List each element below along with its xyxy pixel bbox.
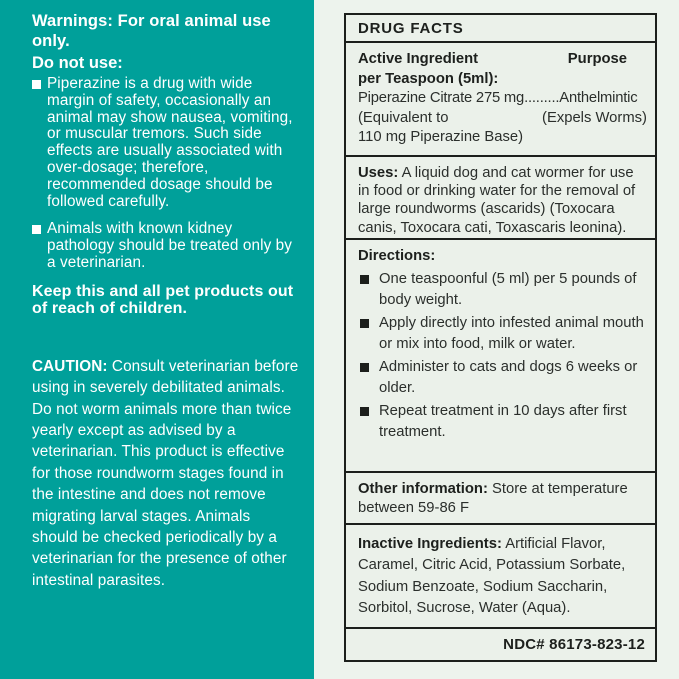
square-bullet-icon (32, 80, 41, 89)
other-information-section (346, 473, 655, 525)
square-bullet-icon (360, 319, 369, 328)
direction-item-text: Apply directly into infested animal mouth or mix into food, milk or water. (379, 315, 644, 352)
expels-worms-text: (Expels Worms) (542, 109, 647, 126)
ndc-number: NDC# 86173-823-12 (503, 636, 645, 653)
warning-bullet-text: Piperazine is a drug with wide margin of safety, occasionally an animal may show nausea, vomiting, or muscular tremors. Such side effects are usually associated with over-dosage; therefore, recommended dosage should be followed carefully. (47, 75, 293, 210)
do-not-use-heading: Do not use: (32, 54, 123, 72)
directions-label: Directions: (358, 248, 436, 264)
active-ingredient-heading-line2: per Teaspoon (5ml): (358, 70, 499, 87)
direction-item-administer (358, 357, 647, 399)
uses-text: A liquid dog and cat wormer for use in food or drinking water for the removal of large roundworms (ascarids) (Toxocara canis, Toxocara cati, Toxascaris leonina). (358, 165, 636, 236)
square-bullet-icon (360, 407, 369, 416)
inactive-ingredients-section (346, 525, 655, 629)
active-ingredient-heading-row (358, 50, 647, 89)
direction-item-text: Repeat treatment in 10 days after first treatment. (379, 403, 627, 440)
active-ingredient-value: Piperazine Citrate 275 mg.........Anthelmintic (358, 90, 638, 106)
warnings-heading: Warnings: For oral animal use only. (32, 12, 271, 50)
inactive-ingredients-label: Inactive Ingredients: (358, 536, 502, 552)
uses-section (346, 157, 655, 240)
warnings-panel (0, 0, 314, 679)
warning-bullet-piperazine (32, 76, 300, 210)
square-bullet-icon (32, 225, 41, 234)
piperazine-base-text: 110 mg Piperazine Base) (358, 129, 524, 145)
drug-facts-box (344, 13, 657, 662)
other-information-label: Other information: (358, 481, 488, 497)
caution-label: CAUTION: (32, 357, 108, 375)
square-bullet-icon (360, 363, 369, 372)
keep-out-of-reach-heading: Keep this and all pet products out of reach of children. (32, 282, 294, 318)
direction-item-text: One teaspoonful (5 ml) per 5 pounds of body weight. (379, 271, 637, 308)
equivalent-text-left: (Equivalent to (358, 109, 449, 126)
uses-label: Uses: (358, 165, 399, 181)
warning-bullet-kidney (32, 221, 300, 271)
direction-item-repeat (358, 401, 647, 443)
equivalent-row (358, 109, 647, 129)
active-ingredient-section (346, 43, 655, 157)
inactive-ingredients-text: Artificial Flavor, Caramel, Citric Acid, Potassium Sorbate, Sodium Benzoate, Sodium Saccharin, Sorbitol, Sucrose, Water (Aqua). (358, 536, 626, 616)
warning-bullet-text: Animals with known kidney pathology should be treated only by a veterinarian. (47, 220, 293, 271)
purpose-label: Purpose (567, 51, 627, 67)
warnings-panel-content (0, 0, 314, 591)
caution-text: Consult veterinarian before using in severely debilitated animals. Do not worm animals more than twice yearly except as advised by a veterinarian. This product is effective for those roundworm stages found in the intestine and does not remove migrating larval stages. Animals should be checked periodically by a veterinarian for the presence of other intestinal parasites. (32, 357, 299, 589)
direction-item-apply (358, 313, 647, 355)
directions-section (346, 240, 655, 473)
active-ingredient-heading (358, 50, 498, 89)
other-information-text: Store at temperature between 59-86 F (358, 481, 628, 516)
square-bullet-icon (360, 275, 369, 284)
direction-item-text: Administer to cats and dogs 6 weeks or older. (379, 359, 638, 396)
direction-item-dosage (358, 269, 647, 311)
drug-facts-title: DRUG FACTS (346, 15, 655, 43)
drug-facts-panel (314, 0, 679, 679)
caution-paragraph (32, 356, 300, 591)
active-ingredient-heading-line1: Active Ingredient (358, 51, 479, 67)
